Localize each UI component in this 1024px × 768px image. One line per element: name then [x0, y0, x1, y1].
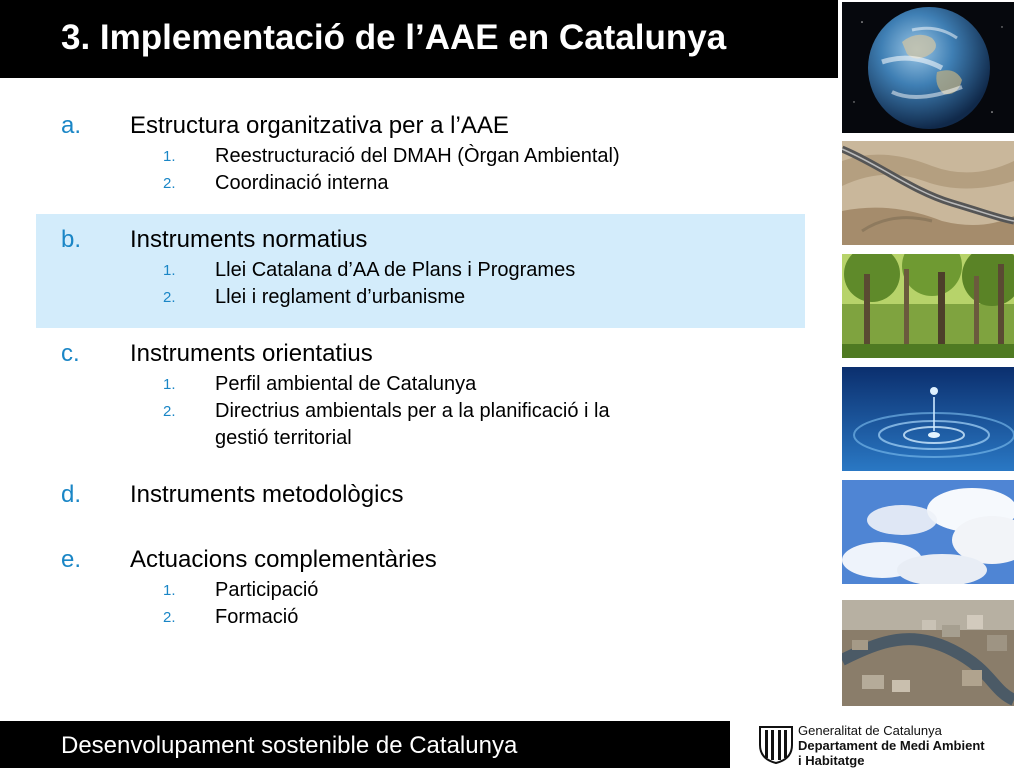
generalitat-logo [756, 721, 1016, 766]
item-text: Instruments normatius [130, 226, 368, 253]
slide-title: 3. Implementació de l’AAE en Catalunya [61, 18, 727, 57]
sub-number: 1. [163, 262, 176, 279]
logo-line-3: i Habitatge [798, 753, 865, 768]
sub-number: 1. [163, 148, 176, 165]
water-drop-photo [842, 367, 1014, 471]
item-letter: c. [61, 340, 80, 367]
sub-text: Reestructuració del DMAH (Òrgan Ambiental) [215, 145, 620, 167]
footer-bar [0, 721, 730, 768]
sub-text: Llei i reglament d’urbanisme [215, 286, 466, 308]
item-text: Instruments metodològics [130, 481, 404, 508]
earth-photo [842, 2, 1014, 133]
sub-number: 2. [163, 609, 176, 626]
sub-number: 1. [163, 582, 176, 599]
sub-number: 1. [163, 376, 176, 393]
sub-number: 2. [163, 175, 176, 192]
generalitat-emblem-icon [758, 723, 794, 765]
sub-text: Participació [215, 579, 319, 601]
item-letter: b. [61, 226, 82, 253]
item-text: Actuacions complementàries [130, 546, 437, 573]
sub-text: Perfil ambiental de Catalunya [215, 373, 477, 395]
item-letter: d. [61, 481, 82, 508]
sub-text: Llei Catalana d’AA de Plans i Programes [215, 259, 576, 281]
sub-text: Coordinació interna [215, 172, 389, 194]
sub-text: Formació [215, 606, 299, 628]
item-letter: e. [61, 546, 82, 573]
road-landscape-photo [842, 141, 1014, 245]
item-text: Estructura organitzativa per a l’AAE [130, 112, 509, 139]
logo-text [798, 723, 985, 768]
clouds-sky-photo [842, 480, 1014, 584]
item-text: Instruments orientatius [130, 340, 373, 367]
footer-title: Desenvolupament sostenible de Catalunya [61, 732, 518, 759]
sub-number: 2. [163, 403, 176, 420]
sub-number: 2. [163, 289, 176, 306]
city-river-photo [842, 600, 1014, 706]
forest-photo [842, 254, 1014, 358]
logo-line-2: Departament de Medi Ambient [798, 738, 985, 753]
logo-line-1: Generalitat de Catalunya [798, 723, 942, 738]
sub-text: Directrius ambientals per a la planificació i la [215, 400, 610, 422]
item-letter: a. [61, 112, 82, 139]
sub-text: gestió territorial [215, 427, 352, 449]
